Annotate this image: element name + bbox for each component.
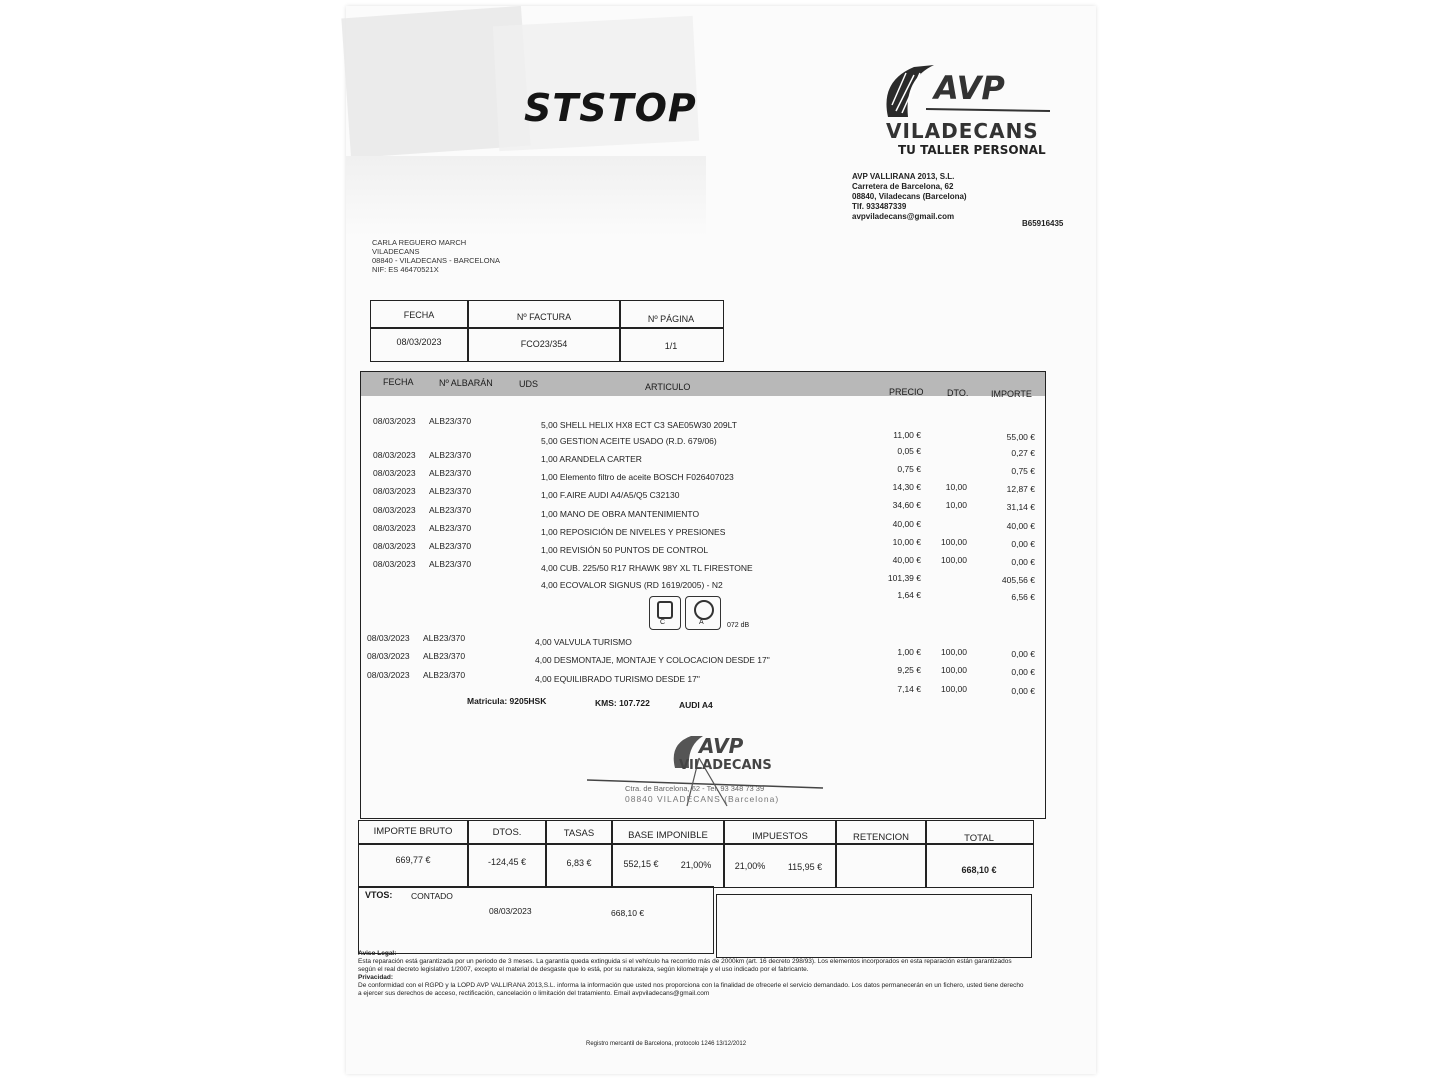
item-articulo: 1,00 F.AIRE AUDI A4/A5/Q5 C32130: [541, 490, 680, 501]
item-importe: 0,00 €: [1011, 667, 1035, 678]
totals-header-label: DTOS.: [492, 827, 522, 839]
invoice-header-box: [370, 300, 724, 362]
item-fecha: 08/03/2023: [373, 541, 416, 552]
item-importe: 12,87 €: [1006, 483, 1035, 494]
totals-header-label: TOTAL: [964, 833, 994, 845]
blur-band: [346, 156, 706, 236]
company-phone: Tlf. 933487339: [852, 202, 907, 211]
item-precio: 10,00 €: [892, 536, 921, 547]
item-albaran: ALB23/370: [429, 416, 472, 426]
item-articulo: 4,00 VALVULA TURISMO: [535, 637, 632, 647]
company-info: [852, 172, 967, 222]
vehicle-kms: KMS: 107.722: [595, 698, 650, 708]
item-albaran: ALB23/370: [423, 633, 466, 643]
label-fecha: FECHA: [403, 310, 435, 320]
item-precio: 14,30 €: [892, 481, 921, 492]
legal-registry: Registro mercantil de Barcelona, protocolo 1246 13/12/2012: [586, 1041, 747, 1047]
col-dto: DTO.: [947, 388, 969, 398]
totals-header-label: IMPUESTOS: [752, 830, 808, 842]
vtos-label: VTOS:: [365, 890, 393, 900]
item-articulo: 5,00 SHELL HELIX HX8 ECT C3 SAE05W30 209LT: [541, 420, 737, 430]
item-importe: 0,00 €: [1011, 538, 1035, 549]
item-fecha: 08/03/2023: [367, 633, 410, 643]
vtos-amount: 668,10 €: [611, 908, 645, 918]
item-articulo: 1,00 ARANDELA CARTER: [541, 453, 642, 464]
total-base-pct: 21,00%: [680, 860, 712, 870]
vtos-box: [358, 886, 714, 954]
item-precio: 101,39 €: [887, 573, 921, 584]
col-uds: UDS: [519, 379, 539, 389]
item-fecha: 08/03/2023: [373, 559, 416, 570]
legal-warranty: Esta reparación está garantizada por un periodo de 3 meses. La garantía queda extinguida si el vehículo ha recorrido más de 2000km (art. 16 decreto 298/93). Los elementos incorporados en esta reparación están garantizados según el real decreto legislativo 1/2007, excepto el material de desgaste que lo está, por su naturaleza, según kilometraje y el uso indicado por el fabricante.: [358, 958, 1012, 973]
total-imp-pct: 21,00%: [734, 861, 766, 871]
vehicle-matricula: Matricula: 9205HSK: [467, 696, 547, 706]
item-dto: 10,00: [945, 500, 967, 511]
item-importe: 0,00 €: [1011, 685, 1035, 696]
wet-grip-icon: [685, 596, 721, 630]
customer-town: VILADECANS: [372, 247, 420, 256]
item-fecha: 08/03/2023: [367, 669, 410, 680]
item-precio: 7,14 €: [897, 683, 921, 694]
item-importe: 0,27 €: [1011, 448, 1035, 459]
item-albaran: ALB23/370: [429, 559, 472, 570]
item-articulo: 4,00 ECOVALOR SIGNUS (RD 1619/2005) - N2: [541, 579, 723, 590]
customer-postal: 08840 - VILADECANS - BARCELONA: [372, 256, 500, 265]
vehicle-model: AUDI A4: [679, 700, 713, 710]
items-header: [361, 372, 1045, 399]
vtos-date: 08/03/2023: [489, 906, 532, 916]
legal-title: Aviso Legal:: [358, 950, 397, 957]
sticker-overlay-2: [493, 16, 699, 151]
logo-name: VILADECANS: [886, 119, 1039, 143]
item-fecha: 08/03/2023: [373, 504, 416, 515]
legal-privacy-title: Privacidad:: [358, 974, 394, 981]
item-albaran: ALB23/370: [429, 541, 472, 552]
brand-text: STSTOP: [524, 86, 697, 130]
item-albaran: ALB23/370: [423, 669, 466, 680]
item-importe: 0,00 €: [1011, 557, 1035, 568]
stamp-city: 08840 VILADECANS (Barcelona): [625, 794, 780, 804]
item-fecha: 08/03/2023: [373, 486, 416, 497]
total-amount: 668,10 €: [961, 865, 997, 875]
item-albaran: ALB23/370: [429, 467, 472, 478]
item-fecha: 08/03/2023: [373, 416, 416, 426]
item-importe: 55,00 €: [1006, 432, 1035, 442]
totals-box: [358, 820, 1034, 888]
item-albaran: ALB23/370: [423, 651, 466, 662]
items-table: [360, 371, 1046, 819]
item-fecha: 08/03/2023: [367, 651, 410, 662]
item-albaran: ALB23/370: [429, 449, 472, 460]
fuel-efficiency-icon: [649, 596, 681, 630]
item-dto: 100,00: [941, 555, 967, 566]
item-articulo: 4,00 DESMONTAJE, MONTAJE Y COLOCACION DESDE 17": [535, 655, 770, 666]
customer-nif: NIF: ES 46470521X: [372, 265, 439, 274]
company-address: Carretera de Barcelona, 62: [852, 182, 954, 191]
item-fecha: 08/03/2023: [373, 449, 416, 460]
item-precio: 34,60 €: [892, 500, 921, 511]
item-importe: 40,00 €: [1006, 520, 1035, 531]
item-dto: 100,00: [941, 683, 967, 694]
col-importe: IMPORTE: [991, 389, 1032, 399]
item-articulo: 4,00 EQUILIBRADO TURISMO DESDE 17": [535, 673, 700, 684]
item-articulo: 1,00 REPOSICIÓN DE NIVELES Y PRESIONES: [541, 526, 726, 537]
legal-notice: [358, 950, 1028, 998]
legal-privacy: De conformidad con el RGPD y la LOPD AVP VALLIRANA 2013,S.L. informa la información que usted nos proporciona con la finalidad de ofrecerle el servicio demandado. Los datos permanecerán en un fichero, usted tiene derecho a ejercer sus derechos de acceso, rectificación, cancelación o limitación del tratamiento. Email avpviladecans@gmail.com: [358, 982, 1024, 997]
company-code: B65916435: [1022, 219, 1064, 228]
wet-grade: A: [699, 619, 704, 626]
totals-header-label: TASAS: [563, 828, 595, 840]
fuel-grade: C: [660, 619, 666, 626]
item-precio: 1,64 €: [897, 589, 921, 600]
customer-name: CARLA REGUERO MARCH: [372, 238, 467, 247]
label-factura: Nº FACTURA: [516, 312, 572, 322]
value-fecha: 08/03/2023: [396, 337, 442, 347]
item-articulo: 4,00 CUB. 225/50 R17 RHAWK 98Y XL TL FIRESTONE: [541, 563, 753, 574]
item-precio: 40,00 €: [892, 555, 921, 566]
item-articulo: 1,00 REVISIÓN 50 PUNTOS DE CONTROL: [541, 545, 709, 556]
totals-header-label: RETENCION: [853, 832, 909, 843]
item-precio: 1,00 €: [897, 647, 921, 657]
item-precio: 9,25 €: [897, 665, 921, 676]
stamp-mark: AVP: [699, 734, 744, 758]
company-city: 08840, Viladecans (Barcelona): [852, 192, 967, 201]
item-dto: 100,00: [941, 536, 967, 547]
invoice-page: [346, 6, 1096, 1074]
item-dto: 100,00: [941, 665, 967, 676]
total-dtos: -124,45 €: [487, 857, 527, 867]
noise-level: 072 dB: [727, 622, 750, 629]
col-fecha: FECHA: [383, 377, 414, 387]
totals-header-label: IMPORTE BRUTO: [373, 826, 453, 837]
value-factura: FCO23/354: [520, 339, 568, 349]
avp-logo: [874, 61, 1054, 161]
vtos-type: CONTADO: [411, 891, 453, 901]
item-albaran: ALB23/370: [429, 504, 472, 515]
company-stamp: [587, 728, 827, 818]
col-precio: PRECIO: [889, 387, 924, 397]
value-pagina: 1/1: [664, 341, 678, 351]
notes-box: [716, 894, 1032, 958]
item-fecha: 08/03/2023: [373, 522, 416, 533]
stamp-address: Ctra. de Barcelona, 62 - Tel. 93 348 73 39: [625, 784, 765, 793]
col-articulo: ARTICULO: [645, 382, 691, 392]
item-articulo: 1,00 MANO DE OBRA MANTENIMIENTO: [541, 508, 700, 519]
item-importe: 0,75 €: [1011, 465, 1035, 476]
logo-tagline: TU TALLER PERSONAL: [898, 143, 1046, 157]
label-pagina: Nº PÁGINA: [647, 314, 695, 324]
totals-header-label: BASE IMPONIBLE: [628, 829, 708, 841]
item-importe: 6,56 €: [1011, 591, 1035, 602]
item-importe: 405,56 €: [1001, 575, 1035, 586]
item-fecha: 08/03/2023: [373, 467, 416, 478]
item-precio: 11,00 €: [893, 430, 921, 440]
item-precio: 0,05 €: [897, 446, 921, 457]
total-bruto: 669,77 €: [395, 855, 431, 865]
item-dto: 10,00: [945, 481, 967, 492]
total-base: 552,15 €: [623, 859, 659, 869]
company-email: avpviladecans@gmail.com: [852, 212, 955, 221]
item-importe: 0,00 €: [1011, 649, 1035, 659]
total-impuestos: 115,95 €: [787, 862, 823, 872]
item-precio: 40,00 €: [892, 518, 921, 529]
logo-mark: AVP: [934, 69, 1005, 107]
item-articulo: 1,00 Elemento filtro de aceite BOSCH F026407023: [541, 471, 734, 482]
total-tasas: 6,83 €: [566, 858, 592, 868]
stamp-name: VILADECANS: [679, 758, 772, 773]
item-articulo: 5,00 GESTION ACEITE USADO (R.D. 679/06): [541, 436, 717, 447]
item-albaran: ALB23/370: [429, 486, 472, 497]
company-name: AVP VALLIRANA 2013, S.L.: [852, 172, 955, 181]
item-precio: 0,75 €: [897, 463, 921, 474]
item-dto: 100,00: [941, 647, 967, 657]
item-albaran: ALB23/370: [429, 522, 472, 533]
customer-block: [372, 238, 500, 274]
item-importe: 31,14 €: [1006, 502, 1035, 513]
col-albaran: Nº ALBARÁN: [439, 378, 493, 388]
